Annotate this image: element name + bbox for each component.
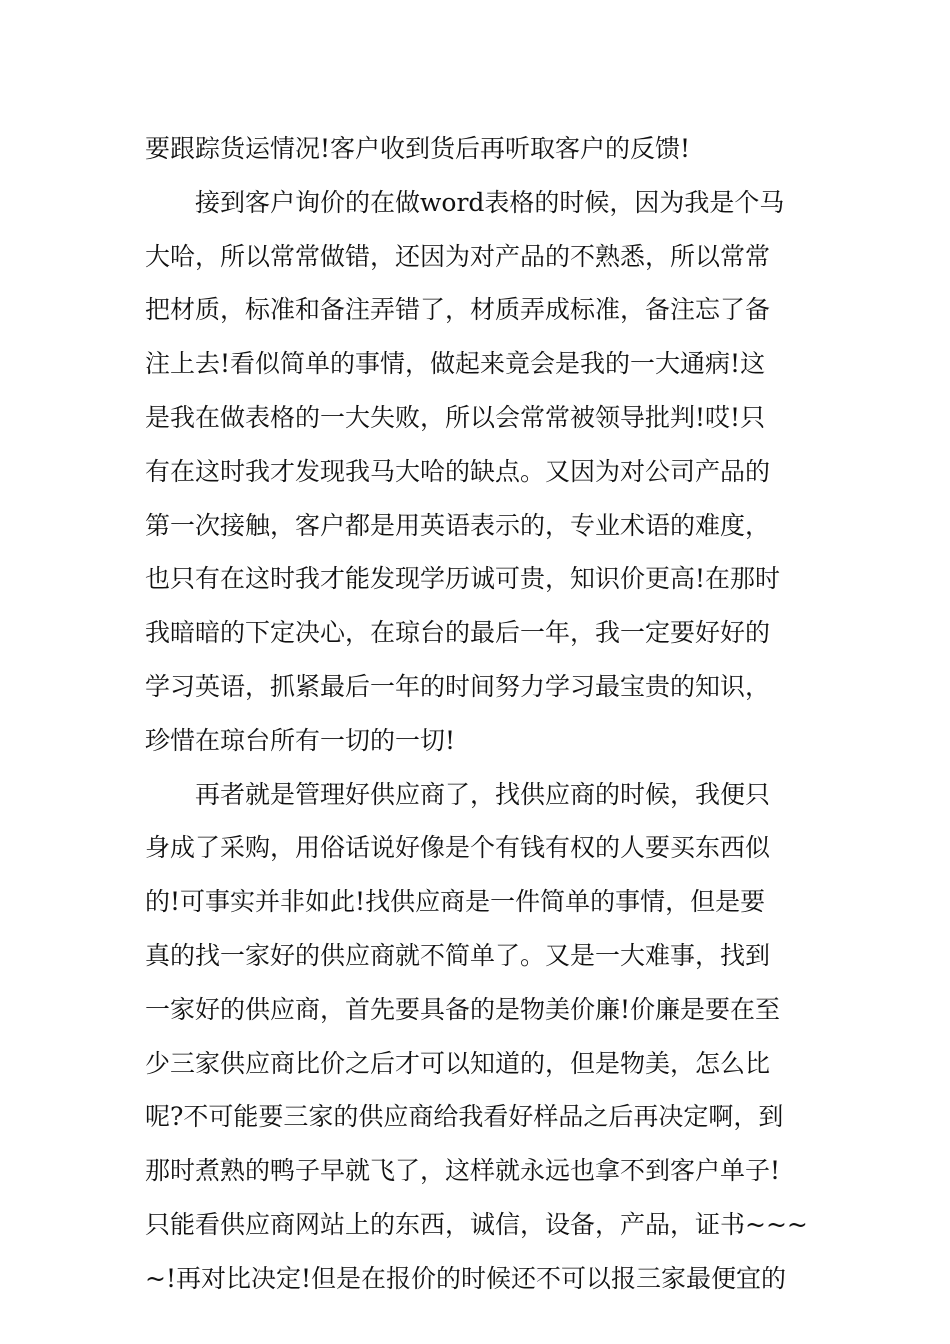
- text-line: 的!可事实并非如此!找供应商是一件简单的事情，但是要: [145, 887, 766, 917]
- paragraph-first-line: 接到客户询价的在做word表格的时候，因为我是个马: [195, 187, 785, 217]
- text-line: 那时煮熟的鸭子早就飞了，这样就永远也拿不到客户单子!: [145, 1156, 781, 1186]
- text-line: 要跟踪货运情况!客户收到货后再听取客户的反馈!: [145, 134, 691, 163]
- text-line: 也只有在这时我才能发现学历诚可贵，知识价更高!在那时: [145, 564, 781, 594]
- text-line: 一家好的供应商，首先要具备的是物美价廉!价廉是要在至: [145, 994, 781, 1024]
- paragraph-first-line: 再者就是管理好供应商了，找供应商的时候，我便只: [195, 779, 771, 809]
- text-line: 少三家供应商比价之后才可以知道的，但是物美，怎么比: [145, 1048, 771, 1078]
- text-line: 身成了采购，用俗话说好像是个有钱有权的人要买东西似: [145, 833, 771, 863]
- text-line: 学习英语，抓紧最后一年的时间努力学习最宝贵的知识，: [145, 671, 771, 701]
- text-line: 把材质，标准和备注弄错了，材质弄成标准，备注忘了备: [145, 295, 771, 325]
- text-line: 有在这时我才发现我马大哈的缺点。又因为对公司产品的: [145, 456, 771, 486]
- text-line: 真的找一家好的供应商就不简单了。又是一大难事，找到: [145, 940, 771, 970]
- text-line: 珍惜在琼台所有一切的一切!: [145, 725, 456, 755]
- text-line: 呢?不可能要三家的供应商给我看好样品之后再决定啊，到: [145, 1102, 784, 1132]
- body-text: [145, 122, 810, 1306]
- text-line: 大哈，所以常常做错，还因为对产品的不熟悉，所以常常: [145, 241, 771, 271]
- text-line: ~!再对比决定!但是在报价的时候还不可以报三家最便宜的: [145, 1263, 787, 1293]
- text-line: 第一次接触，客户都是用英语表示的，专业术语的难度，: [145, 510, 771, 540]
- text-line: 只能看供应商网站上的东西，诚信，设备，产品，证书~~~: [145, 1209, 808, 1239]
- text-line: 是我在做表格的一大失败，所以会常常被领导批判!哎!只: [145, 402, 766, 432]
- text-line: 注上去!看似简单的事情，做起来竟会是我的一大通病!这: [145, 349, 766, 379]
- text-line: 我暗暗的下定决心，在琼台的最后一年，我一定要好好的: [145, 618, 771, 648]
